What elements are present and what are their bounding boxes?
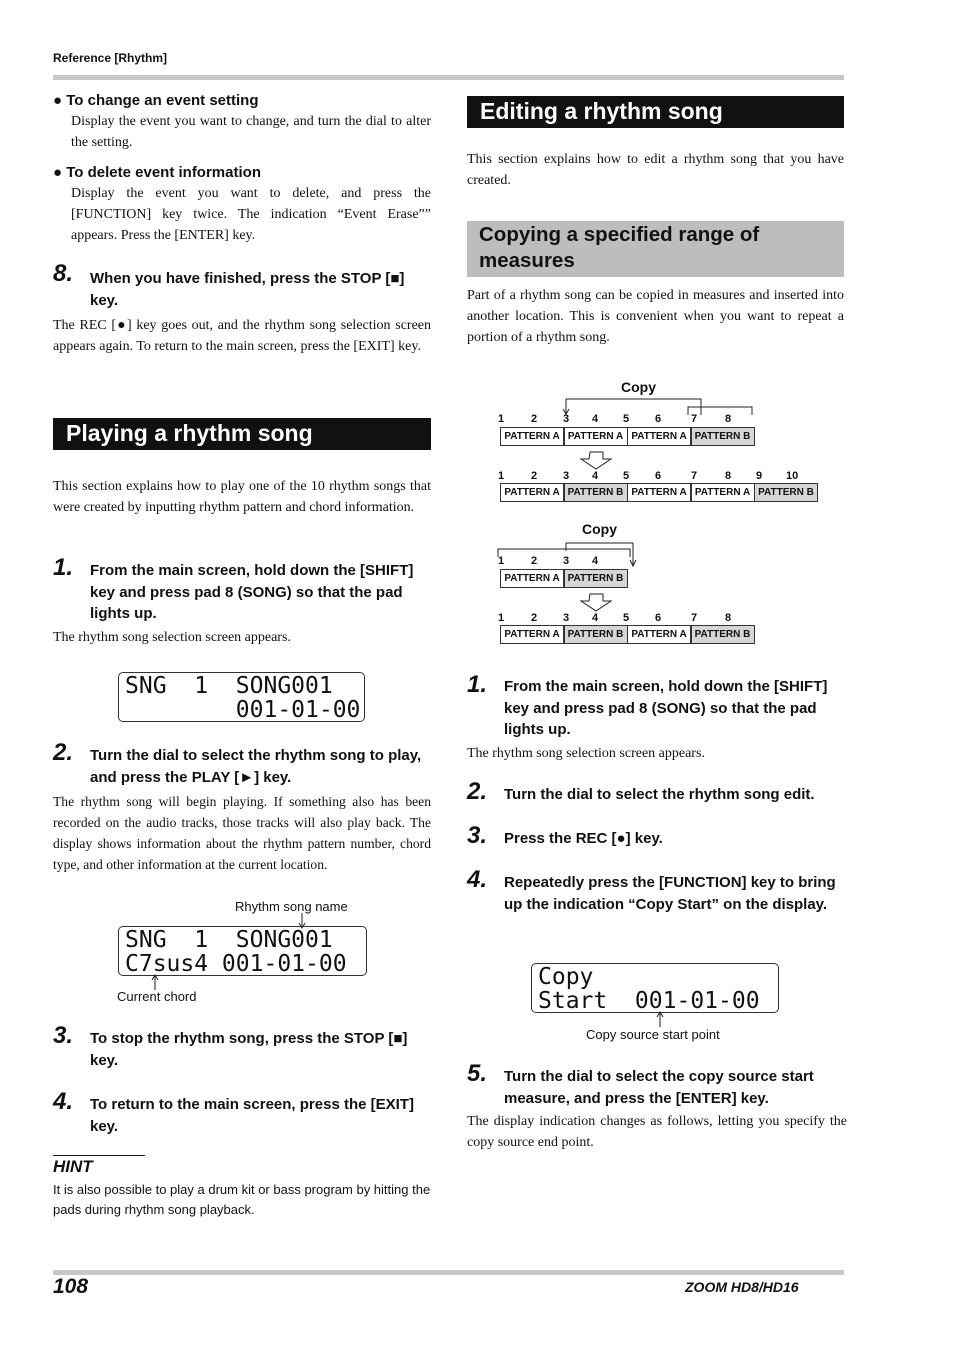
copy-label-1: Copy: [621, 379, 656, 395]
pattern-box: PATTERN B: [691, 625, 755, 644]
measure-number: 4: [592, 470, 599, 482]
left-step-1: [53, 554, 431, 648]
right-step-4: [467, 866, 847, 915]
lcd-display-copy-start: Copy Start 001-01-00: [531, 963, 779, 1013]
measure-number: 3: [563, 612, 570, 624]
step-text: To return to the main screen, press the [EXIT] key.: [90, 1096, 414, 1135]
step-text: Turn the dial to select the rhythm song to play, and press the PLAY [►] key.: [90, 747, 422, 786]
step-body: The display indication changes as follows, letting you specify the copy source end point.: [467, 1114, 847, 1150]
section-title-playing: Playing a rhythm song: [53, 418, 431, 450]
label-current-chord: Current chord: [117, 989, 197, 1004]
measure-number: 3: [563, 555, 570, 567]
pattern-box: PATTERN A: [691, 483, 755, 502]
step-text: Press the REC [●] key.: [504, 830, 663, 847]
left-step-2: [53, 739, 431, 875]
measure-number: 10: [786, 470, 799, 482]
pattern-box: PATTERN A: [500, 569, 564, 588]
header-rule: [53, 75, 844, 80]
measure-number: 4: [592, 413, 599, 425]
arrow-up-icon: [149, 974, 161, 990]
step-text: To stop the rhythm song, press the STOP [■] key.: [90, 1030, 408, 1069]
measure-number: 4: [592, 612, 599, 624]
page-number: 108: [53, 1275, 89, 1298]
right-step-1: [467, 671, 847, 764]
step-number: 2.: [467, 778, 488, 805]
editing-intro: This section explains how to edit a rhythm song that you have created.: [467, 152, 844, 188]
measure-number: 3: [563, 413, 570, 425]
measure-number: 1: [498, 413, 505, 425]
step-text: Turn the dial to select the rhythm song edit.: [504, 786, 815, 803]
measure-number: 8: [725, 470, 732, 482]
copy-intro: Part of a rhythm song can be copied in measures and inserted into another location. This is convenient when you want to repeat a portion of a rhythm song.: [467, 288, 844, 345]
step-text: Repeatedly press the [FUNCTION] key to bring up the indication “Copy Start” on the display.: [504, 874, 836, 913]
step-number: 2.: [53, 739, 74, 766]
measure-number: 7: [691, 413, 698, 425]
pattern-box: PATTERN A: [564, 427, 628, 446]
copy-label-2: Copy: [582, 521, 617, 537]
playing-intro: This section explains how to play one of the 10 rhythm songs that were created by inputting rhythm pattern and chord information.: [53, 479, 431, 515]
step-body: The rhythm song selection screen appears.: [467, 745, 705, 761]
footer-rule: [53, 1270, 844, 1275]
measure-number: 5: [623, 470, 630, 482]
pattern-box: PATTERN A: [627, 625, 691, 644]
pattern-box: PATTERN A: [627, 427, 691, 446]
measure-number: 3: [563, 470, 570, 482]
measure-number: 1: [498, 555, 505, 567]
step-body: The REC [●] key goes out, and the rhythm song selection screen appears again. To return to the main screen, press the [EXIT] key.: [53, 318, 431, 354]
step-number: 1.: [53, 554, 74, 581]
step-body: The rhythm song selection screen appears.: [53, 629, 291, 645]
step-number: 3.: [53, 1022, 74, 1049]
step-text: When you have finished, press the STOP [■] key.: [90, 270, 405, 309]
right-step-2: [467, 778, 847, 806]
step-number: 1.: [467, 671, 488, 698]
step-number: 4.: [53, 1088, 74, 1115]
section-title-editing: Editing a rhythm song: [467, 96, 844, 128]
measure-number: 6: [655, 413, 662, 425]
running-header: Reference [Rhythm]: [53, 51, 168, 65]
step-8: [53, 260, 431, 357]
bullet-text: Display the event you want to change, and turn the dial to alter the setting.: [71, 114, 431, 150]
pattern-box: PATTERN B: [564, 483, 628, 502]
step-text: From the main screen, hold down the [SHIFT] key and press pad 8 (SONG) so that the pad lights up.: [504, 678, 828, 738]
measure-number: 2: [531, 470, 538, 482]
pattern-box: PATTERN B: [564, 569, 628, 588]
pattern-box: PATTERN A: [500, 427, 564, 446]
copy-diagram: [480, 375, 840, 655]
section-title-copying: Copying a specified range of measures: [467, 221, 844, 277]
label-copy-source-start: Copy source start point: [586, 1027, 720, 1042]
pattern-box: PATTERN A: [500, 625, 564, 644]
step-number: 5.: [467, 1060, 488, 1087]
measure-number: 8: [725, 612, 732, 624]
measure-number: 7: [691, 612, 698, 624]
measure-number: 1: [498, 470, 505, 482]
measure-number: 2: [531, 555, 538, 567]
lcd-display-song-select: SNG 1 SONG001 001-01-00: [118, 672, 365, 722]
bullet-icon: ●: [53, 92, 63, 109]
bullet-delete-event: ● To delete event information Display the event you want to delete, and press the [FUNCTION] key twice. The indication “Event Erase”” appears. Press the [ENTER] key.: [53, 164, 431, 246]
label-rhythm-song-name: Rhythm song name: [235, 899, 348, 914]
hint-rule: [53, 1155, 145, 1156]
bullet-text: Display the event you want to delete, and press the [FUNCTION] key twice. The indication “Event Erase”” appears. Press the [ENTER] key.: [71, 186, 431, 243]
step-number: 8.: [53, 260, 74, 287]
step-text: Turn the dial to select the copy source start measure, and press the [ENTER] key.: [504, 1068, 814, 1107]
right-step-5: [467, 1060, 847, 1153]
measure-number: 4: [592, 555, 599, 567]
step-number: 3.: [467, 822, 488, 849]
bullet-change-event: ● To change an event setting Display the event you want to change, and turn the dial to alter the setting.: [53, 92, 431, 153]
product-name: ZOOM HD8/HD16: [685, 1279, 799, 1295]
bullet-icon: ●: [53, 164, 63, 181]
measure-number: 2: [531, 612, 538, 624]
pattern-box: PATTERN B: [691, 427, 755, 446]
lcd-display-playing: SNG 1 SONG001 C7sus4 001-01-00: [118, 926, 367, 976]
measure-number: 5: [623, 612, 630, 624]
hint-text: It is also possible to play a drum kit or bass program by hitting the pads during rhythm song playback.: [53, 1182, 431, 1217]
measure-number: 1: [498, 612, 505, 624]
pattern-box: PATTERN A: [627, 483, 691, 502]
measure-number: 5: [623, 413, 630, 425]
left-step-4: [53, 1088, 431, 1137]
right-step-3: [467, 822, 847, 850]
pattern-box: PATTERN A: [500, 483, 564, 502]
measure-number: 8: [725, 413, 732, 425]
arrow-up-icon: [654, 1011, 666, 1027]
step-number: 4.: [467, 866, 488, 893]
measure-number: 6: [655, 612, 662, 624]
measure-number: 2: [531, 413, 538, 425]
step-body: The rhythm song will begin playing. If something also has been recorded on the audio tracks, those tracks will also play back. The display shows information about the rhythm pattern number, chord type, and other information at the current location.: [53, 794, 431, 872]
hint-title: HINT: [53, 1157, 93, 1176]
step-text: From the main screen, hold down the [SHIFT] key and press pad 8 (SONG) so that the pad lights up.: [90, 562, 414, 622]
measure-number: 6: [655, 470, 662, 482]
measure-number: 9: [756, 470, 763, 482]
left-step-3: [53, 1022, 431, 1071]
measure-number: 7: [691, 470, 698, 482]
pattern-box: PATTERN B: [564, 625, 628, 644]
pattern-box: PATTERN B: [754, 483, 818, 502]
